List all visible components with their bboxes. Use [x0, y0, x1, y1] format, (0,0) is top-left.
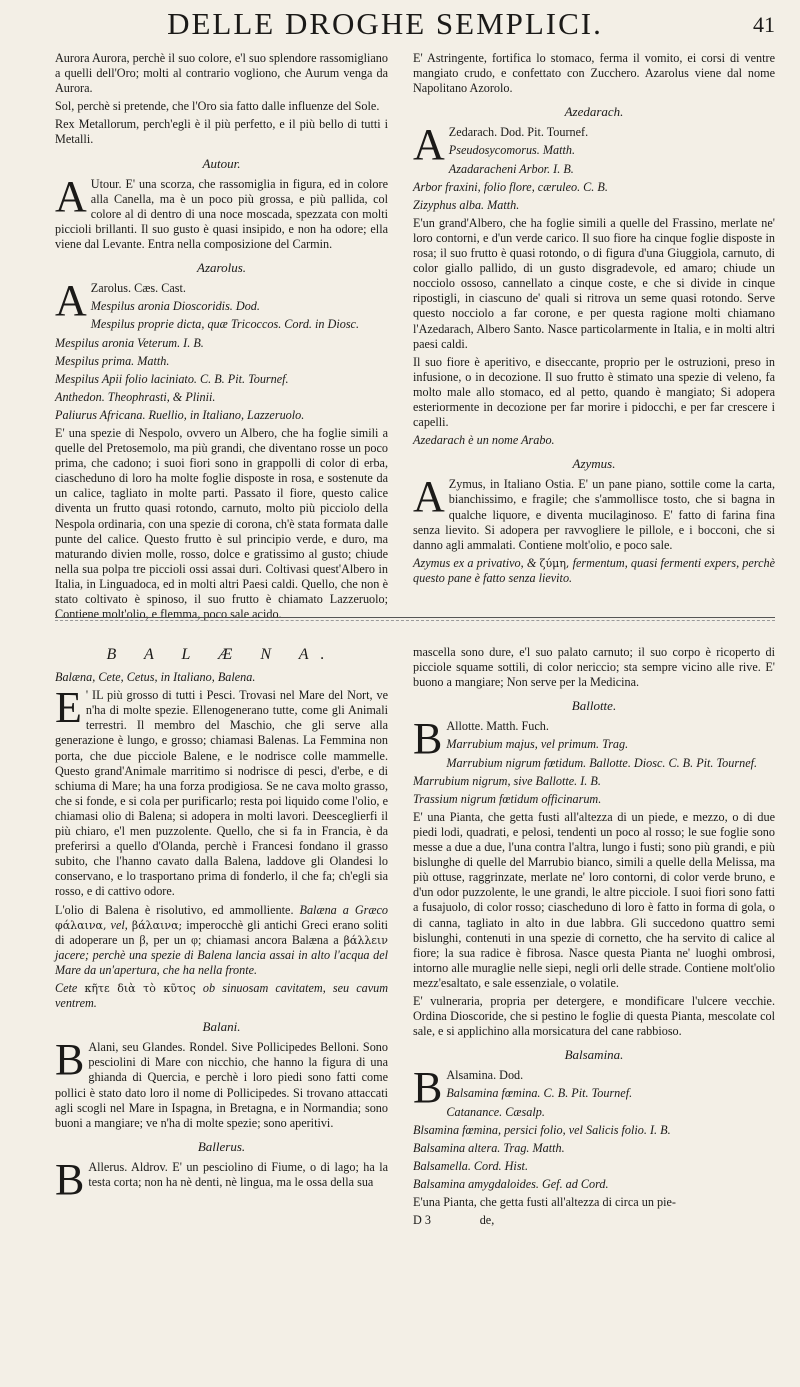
- running-head: [55, 6, 775, 46]
- running-title: DELLE DROGHE SEMPLICI.: [167, 6, 603, 41]
- entry-heading-azedarach: Azedarach.: [564, 104, 624, 120]
- synonym-line: Marrubium nigrum fœtidum. Ballotte. Diosc. C. B. Pit. Tournef.: [446, 755, 758, 770]
- synonym-line: Balsamina amygdaloides. Gef. ad Cord.: [413, 1176, 609, 1191]
- synonym-line: Zarolus. Cæs. Cast.: [90, 281, 186, 296]
- synonym-line: Zedarach. Dod. Pit. Tournef.: [448, 125, 589, 140]
- entry-azedarach-text: E'un grand'Albero, che ha foglie simili a quelle del Frassino, merlate ne' loro contorni, e d'un verde carico. Il suo fiore ha cinque foglie disposte in rosa; il suo frutto è quasi rotondo, o di figura d'una Giuggiola, carnuto, di color giallo pallido, di un gusto disgradevole, ed amaro; chiude un nocciolo ossoso, cannellato a cinque coste, e che si divide in cinque ripostigli, in ciascuno de' quali si ritrova un seme quasi rotondo. Serve questo nocciolo a far corone, e per questa ragione molti chiamano l'Azedarach, Albero Santo. Nasce particolarmente in Italia, e in molti altri paesi caldi.: [413, 215, 775, 351]
- synonym-line: Mespilus Apii folio laciniato. C. B. Pit. Tournef.: [55, 371, 289, 386]
- synonym-line: Allotte. Matth. Fuch.: [446, 719, 549, 734]
- synonym-line: Mespilus prima. Matth.: [55, 353, 170, 368]
- entry-azymus: [413, 472, 775, 552]
- dropcap: A: [55, 171, 87, 221]
- column-left-top: [55, 51, 388, 625]
- column-left-bottom: [55, 645, 389, 1204]
- paragraph-rex: Rex Metallorum, perch'egli è il più perfetto, e il più bello di tutti i Metalli.: [55, 117, 388, 147]
- synonym-line: Arbor fraxini, folio flore, cæruleo. C. B.: [413, 179, 608, 194]
- greek-word: κῆτε διὰ τὸ κῦτος: [84, 981, 196, 995]
- entry-balaena: [55, 683, 388, 899]
- section-divider-shadow: [55, 620, 775, 621]
- entry-balaena-text: ' IL più grosso di tutti i Pesci. Trovasi nel Mare del Nort, ve n'ha di molte spezie. Ellenogenerano tutte, come gli Animali terrestri. Il membro del Maschio, che gli serve alla generazione è lungo, e grosso; chiamasi Balenas. La Femmina non porta, che due picciole Balene, e le nodrisce colle mammelle. Questo grand'Animale marritimo si nodrisce di pesci, d'erbe, e di schiuma di Mare; ha una forza prodigiosa. Se ne cava molto grasso, che si fonde, e si cola per purificarlo; resta poi liquido come l'olio, e chiamasi olio di Balena; si adopera in molti lavori. Deesceglierfi il più chiaro, e'l men puzzolente. Quello, che si fa in Francia, è da preferirsi a quello d'Olanda, perchè i Francesi fondano il grasso subito, che l'hanno cavato dalla Balena, laddove gli Olandesi lo conservano, e lo trasportano prima di fonderlo, il che fa; ch'egli sia rosso, e di cattivo odore.: [55, 688, 388, 899]
- entry-balani: [55, 1035, 388, 1131]
- dropcap: A: [413, 472, 445, 522]
- page-number: 41: [753, 12, 775, 37]
- synonym-line: Balsamina fœmina. C. B. Pit. Tournef.: [446, 1086, 633, 1101]
- section-divider: [55, 617, 775, 618]
- column-right-bottom: [413, 645, 775, 1231]
- greek-word: βάλαινα;: [131, 918, 183, 932]
- dropcap: A: [413, 120, 445, 170]
- dropcap: B: [55, 1154, 85, 1204]
- paragraph-azarolus-cont: E' Astringente, fortifica lo stomaco, ferma il vomito, ei corsi di ventre mangiato crudo, e confettato con Zucchero. Azarolus viene dal nome Napolitano Azorolo.: [413, 51, 775, 96]
- synonym-line: Marrubium majus, vel primum. Trag.: [446, 737, 629, 752]
- entry-balani-text: Alani, seu Glandes. Rondel. Sive Pollicipedes Belloni. Sono pesciolini di Mare con nicchio, che hanno la figura di una ghianda di Quercia, e perchè i loro piedi sono fatti come pollici è stato dato loro il nome di Pollicipedes. Si trovano attaccati agli scogli nel Mare in Ispagna, in Bretagna, e in Normandia; sono buoni a mangiare; ve n'ha di molte spezie; sono aperitivi.: [55, 1040, 388, 1130]
- synonym-line: Catanance. Cæsalp.: [446, 1104, 545, 1119]
- entry-ballerus: [55, 1154, 388, 1204]
- synonym-line: Azadaracheni Arbor. I. B.: [448, 161, 574, 176]
- text-run: L'olio di Balena è risolutivo, ed ammolliente.: [55, 902, 294, 917]
- section-heading-balaena: B A L Æ N A.: [106, 646, 337, 663]
- entry-heading-ballotte: Ballotte.: [571, 698, 617, 714]
- entry-balaena-first: Balæna, Cete, Cetus, in Italiano, Balena.: [55, 670, 256, 685]
- entry-azedarach-text: Azedarach è un nome Arabo.: [413, 433, 555, 448]
- entry-azedarach-text: Il suo fiore è aperitivo, e diseccante, proprio per le ostruzioni, preso in infusione, o in decozione. Il suo frutto è stimato una spezie di veleno, fa molto male allo stomaco, ed al petto, quando è mangiato; Si adopera esteriormente in decozione per far morire i pidocchi, e per far crescere i capelli.: [413, 354, 775, 430]
- entry-heading-ballerus: Ballerus.: [197, 1138, 246, 1154]
- text-run: Cete: [55, 980, 78, 995]
- column-right-top: [413, 51, 775, 589]
- dropcap: B: [55, 1035, 85, 1085]
- text-run: Balæna a Græco: [299, 902, 389, 917]
- entry-heading-balsamina: Balsamina.: [564, 1047, 624, 1063]
- synonym-line: Marrubium nigrum, sive Ballotte. I. B.: [413, 773, 601, 788]
- synonym-line: Zizyphus alba. Matth.: [413, 197, 520, 212]
- entry-balaena-text: [55, 981, 388, 1011]
- entry-autour: [55, 171, 388, 252]
- entry-balsamina-text: E'una Pianta, che getta fusti all'altezza di circa un pie-: [413, 1195, 676, 1209]
- synonym-line: Mespilus aronia Veterum. I. B.: [55, 335, 204, 350]
- synonym-line: Alsamina. Dod.: [446, 1068, 524, 1083]
- dropcap: E: [55, 683, 82, 733]
- entry-balaena-text: [55, 903, 388, 978]
- signature: D 3: [413, 1213, 431, 1228]
- entry-ballerus-text: Allerus. Aldrov. E' un pesciolino di Fiume, o di lago; ha la testa corta; non ha nè denti, nè lingua, ma le ossa della sua: [88, 1159, 388, 1189]
- entry-heading-balani: Balani.: [202, 1019, 241, 1035]
- text-run: imperocchè gli antichi Greci erano soliti di adoperare un β, per un φ; chiamasi ancora Balæna a: [55, 917, 389, 947]
- dropcap: B: [413, 714, 443, 764]
- paragraph-ballerus-cont: mascella sono dure, e'l suo palato carnuto; il suo corpo è ricoperto di picciole squame sottili, di color nericcio; sta sempre vicino alle rive. E' buono a mangiare; Non serve per la Medicina.: [413, 645, 775, 690]
- entry-heading-azarolus: Azarolus.: [197, 260, 246, 276]
- greek-word: βάλλειν: [343, 933, 388, 947]
- entry-azymus-etymology: [413, 556, 775, 586]
- dropcap: A: [55, 276, 87, 326]
- etymology-text: fermentum, quasi fermenti expers, perchè questo pane è fatto senza lievito.: [413, 555, 775, 585]
- paragraph-aurora: Aurora Aurora, perchè il suo colore, e'l suo splendore rassomigliano a quelli dell'Oro; molti al contrario vogliono, che Aurum venga da Aurora.: [55, 51, 388, 96]
- synonym-line: Paliurus Africana. Ruellio, in Italiano, Lazzeruolo.: [55, 407, 305, 422]
- entry-azarolus-text: E' una spezie di Nespolo, ovvero un Albero, che ha foglie simili a quelle del Pretosemolo, ma più grandi, che diventano rosse un poco prima, che cadono; i suoi fiori sono in grappolli di color di erba, ciascheduno di loro ha molte foglie disposte in rosa, e sostenute da un calice, tagliato in molte parti. Passato il fiore, questo calice diventa un frutto quasi rotondo, carnuto, molto più picciolo della Nespola ordinaria, con una spezie di corona, ch'è stata formata dalle punte del calice. Questo frutto è sul principio verde, e duro, ma maturando divien molle, rosso, dolce e gratissimo al gusto; chiude nella sua polpa tre piccioli ossi assai duri. Coltivasi quest'Albero in Italia, in Linguadoca, ed in molti altri Paesi caldi. Quello, che non è stato coltivato è spinoso, il suo frutto è chiamato Lazzeruolo; Contiene molt'olio, e flemma, poco sale acido.: [55, 425, 388, 622]
- synonym-line: Pseudosycomorus. Matth.: [448, 143, 576, 158]
- synonym-line: Balsamella. Cord. Hist.: [413, 1158, 528, 1173]
- synonym-line: Anthedon. Theophrasti, & Plinii.: [55, 389, 216, 404]
- entry-ballotte-text: E' vulneraria, propria per detergere, e mondificare l'ulcere vecchie. Ordina Dioscoride, che si pestino le foglie di questa Pianta, mescolate col sale, e si applichino alla morsicatura del cane rabbioso.: [413, 993, 775, 1039]
- catchword: de,: [479, 1213, 495, 1228]
- greek-word: φάλαινα,: [55, 918, 107, 932]
- paragraph-sol: Sol, perchè si pretende, che l'Oro sia fatto dalle influenze del Sole.: [55, 99, 380, 114]
- entry-autour-text: Utour. E' una scorza, che rassomiglia in figura, ed in colore alla Canella, ma è un poco più grossa, e più pallida, col colore al di dentro di una noce moscada, spezzata con molti piccioli brillanti. Il suo gusto è quasi insipido, e non ha odore; ella viene dal Levante. Entra nella composizione del Carmin.: [55, 176, 388, 252]
- synonym-line: Mespilus aronia Dioscoridis. Dod.: [90, 299, 260, 314]
- greek-word: ζύμη,: [539, 556, 570, 570]
- synonym-line: Blsamina fœmina, persici folio, vel Salicis folio. I. B.: [413, 1122, 671, 1137]
- text-run: ob sinuosam cavitatem, seu cavum ventrem.: [55, 980, 389, 1011]
- entry-heading-azymus: Azymus.: [572, 456, 616, 472]
- text-run: jacere; perchè una spezie di Balena lancia assai in alto l'acqua del Mare da un'apertura, che ha nella fronte.: [55, 947, 388, 977]
- entry-ballotte-text: E' una Pianta, che getta fusti all'altezza di un piede, e mezzo, o di due piedi lodi, quadrati, e pelosi, tendenti un poco al rosso; le sue foglie sono messe a due a due, l'una contra l'altra, lungo i fusti; sono più grandi, e più bislunghe di quelle del Marrubio bianco, simili a quelle della Melissa, ma più ottuse, raggrinzate, merlate ne' loro contorni, di color verde bruno, e d'un odor puzzolente, le une grandi, le altre picciole. I suoi fiori sono fatti a fusajuolo, di color rosso; ciascheduno di loro è fatto in forma di gola, o di canna, tagliato in alto in due labbra. Gli succedono quattro semi bislunghi, contenuti in una spezie di cornetto, che ha servito di calice al fiore; la sua radice è fibrosa. Nasce questa Pianta ne' luoghi ombrosi, intorno alle muraglie nelle siepi, negli orli delle strade. Contiene molt'olio mezz'esaltato, e sale essenziale, o volatile.: [413, 809, 775, 990]
- synonym-line: Balsamina altera. Trag. Matth.: [413, 1140, 565, 1155]
- etymology-text: Azymus ex a privativo, &: [413, 555, 537, 570]
- synonym-line: Mespilus proprie dicta, quæ Tricoccos. Cord. in Diosc.: [90, 317, 360, 332]
- synonym-line: Trassium nigrum fœtidum officinarum.: [413, 791, 602, 806]
- entry-heading-autour: Autour.: [202, 155, 241, 171]
- dropcap: B: [413, 1063, 443, 1113]
- entry-azymus-text: Zymus, in Italiano Ostia. E' un pane piano, sottile come la carta, bianchissimo, e fragile; che s'ammollisce tosto, che si bagna in qualche liquore, e diventa mucilaginoso. E' fatto di farina fina senza lievito. Si adopera per ravvogliere le pillole, e i bocconi, che si danno agli ammalati. Contiene molt'olio, e poco sale.: [413, 477, 775, 552]
- text-run: vel,: [110, 917, 128, 932]
- signature-mark: [413, 1213, 775, 1228]
